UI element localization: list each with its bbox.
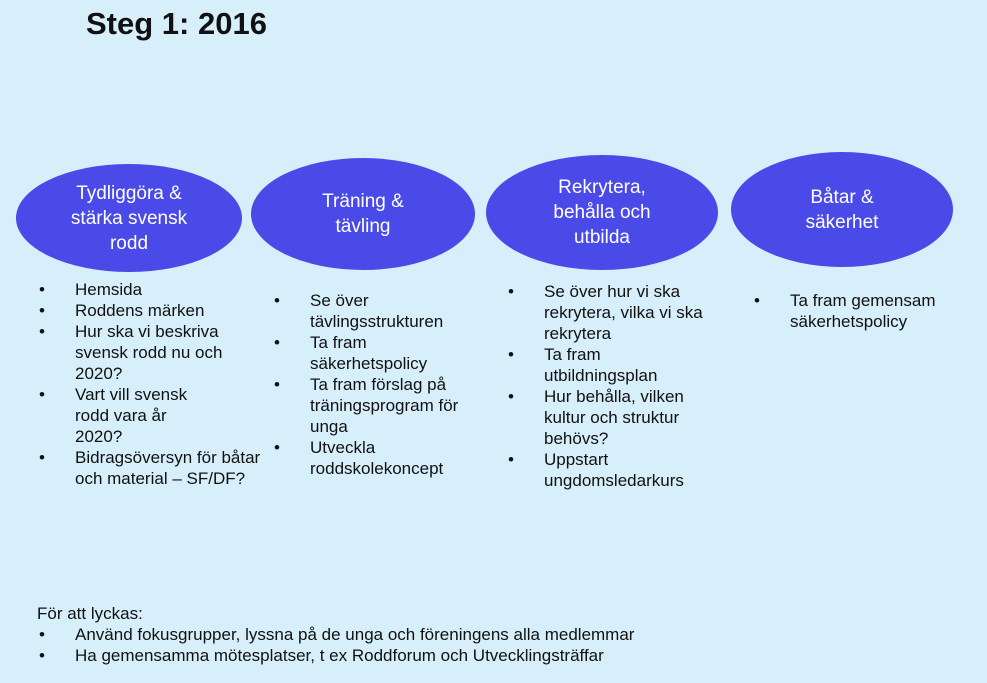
list-item: • Roddens märken bbox=[37, 300, 257, 321]
page-title: Steg 1: 2016 bbox=[86, 6, 267, 41]
list-item: • Bidragsöversyn för båtar och material – SF/DF? bbox=[37, 447, 275, 489]
oval-rekrytera: Rekrytera, behålla och utbilda bbox=[486, 155, 718, 270]
list-item: • Hemsida bbox=[37, 279, 257, 300]
list-item: • Hur behålla, vilken kultur och struktur behövs? bbox=[506, 386, 714, 449]
oval-batar: Båtar & säkerhet bbox=[731, 152, 953, 267]
list-item: • Ha gemensamma mötesplatser, t ex Roddforum och Utvecklingsträffar bbox=[37, 645, 634, 666]
list-tydliggora bbox=[37, 279, 261, 489]
list-item: • Utveckla roddskolekoncept bbox=[272, 437, 480, 479]
list-item: • Ta fram säkerhetspolicy bbox=[272, 332, 460, 374]
list-item: • Använd fokusgrupper, lyssna på de unga och föreningens alla medlemmar bbox=[37, 624, 634, 645]
list-item: • Hur ska vi beskriva svensk rodd nu och 2020? bbox=[37, 321, 225, 384]
oval-tydliggora: Tydliggöra & stärka svensk rodd bbox=[16, 164, 242, 272]
footer-section bbox=[37, 603, 634, 666]
list-item: • Se över hur vi ska rekrytera, vilka vi ska rekrytera bbox=[506, 281, 714, 344]
footer-list bbox=[37, 624, 634, 666]
list-item: • Ta fram utbildningsplan bbox=[506, 344, 694, 386]
list-item: • Vart vill svensk rodd vara år 2020? bbox=[37, 384, 215, 447]
list-item: • Uppstart ungdomsledarkurs bbox=[506, 449, 724, 491]
list-item: • Ta fram förslag på träningsprogram för unga bbox=[272, 374, 480, 437]
list-rekrytera bbox=[506, 281, 716, 491]
list-item: • Se över tävlingsstrukturen bbox=[272, 290, 460, 332]
list-item: • Ta fram gemensam säkerhetspolicy bbox=[752, 290, 940, 332]
list-batar bbox=[752, 290, 952, 332]
oval-traning: Träning & tävling bbox=[251, 158, 475, 270]
footer-heading: För att lyckas: bbox=[37, 604, 143, 623]
list-traning bbox=[272, 290, 482, 479]
